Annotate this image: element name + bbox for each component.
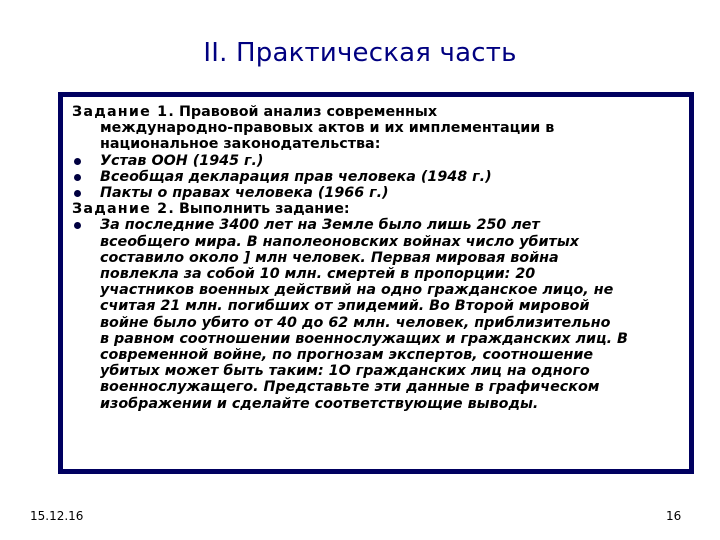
task1-list-item <box>72 169 680 185</box>
task1-item-text: Устав ООН (1945 г.) <box>100 152 264 169</box>
bullet-icon <box>74 190 81 197</box>
task2-desc: Выполнить задание: <box>178 201 350 218</box>
task1-desc-line: национальное законодательства: <box>100 136 381 153</box>
footer-date: 15.12.16 <box>30 509 84 523</box>
bullet-icon <box>74 222 81 229</box>
paragraph-line: военнослужащего. Представьте эти данные в графическом <box>100 379 600 396</box>
content-box <box>58 92 694 474</box>
task1-desc-line: международно-правовых актов и их имплементации в <box>100 120 555 137</box>
paragraph-line: убитых может быть таким: 1О гражданских лиц на одного <box>100 363 590 380</box>
task1-list-item <box>72 153 680 169</box>
task1-label: Задание 1. <box>72 104 175 120</box>
bullet-icon <box>74 174 81 181</box>
task1-heading <box>72 104 680 120</box>
task2-heading <box>72 201 680 217</box>
paragraph-line: повлекла за собой 10 млн. смертей в пропорции: 20 <box>100 266 536 283</box>
bullet-icon <box>74 158 81 165</box>
paragraph-line: За последние 3400 лет на Земле было лишь 250 лет <box>100 217 540 234</box>
paragraph-line: составило около ] млн человек. Первая мировая война <box>100 249 559 266</box>
page-number: 16 <box>666 509 682 523</box>
task1-item-text: Всеобщая декларация прав человека (1948 г.) <box>100 168 492 185</box>
task1-desc: Правовой анализ современных <box>178 104 438 120</box>
task2-paragraph <box>72 217 680 411</box>
paragraph-line: в равном соотношении военнослужащих и гражданских лиц. В <box>100 330 628 347</box>
content-inner <box>72 104 680 412</box>
task1-item-text: Пакты о правах человека (1966 г.) <box>100 185 389 202</box>
paragraph-line: изображении и сделайте соответствующие выводы. <box>100 395 539 412</box>
task2-label: Задание 2. <box>72 201 175 218</box>
paragraph-line: войне было убито от 40 до 62 млн. человек, приблизительно <box>100 314 611 331</box>
task1-list-item <box>72 185 680 201</box>
slide-title: II. Практическая часть <box>203 38 517 68</box>
paragraph-line: современной войне, по прогнозам экспертов, соотношение <box>100 347 594 364</box>
paragraph-line: участников военных действий на одно гражданское лицо, не <box>100 282 614 299</box>
paragraph-line: считая 21 млн. погибших от эпидемий. Во Второй мировой <box>100 298 590 315</box>
paragraph-line: всеобщего мира. В наполеоновских войнах число убитых <box>100 233 579 250</box>
